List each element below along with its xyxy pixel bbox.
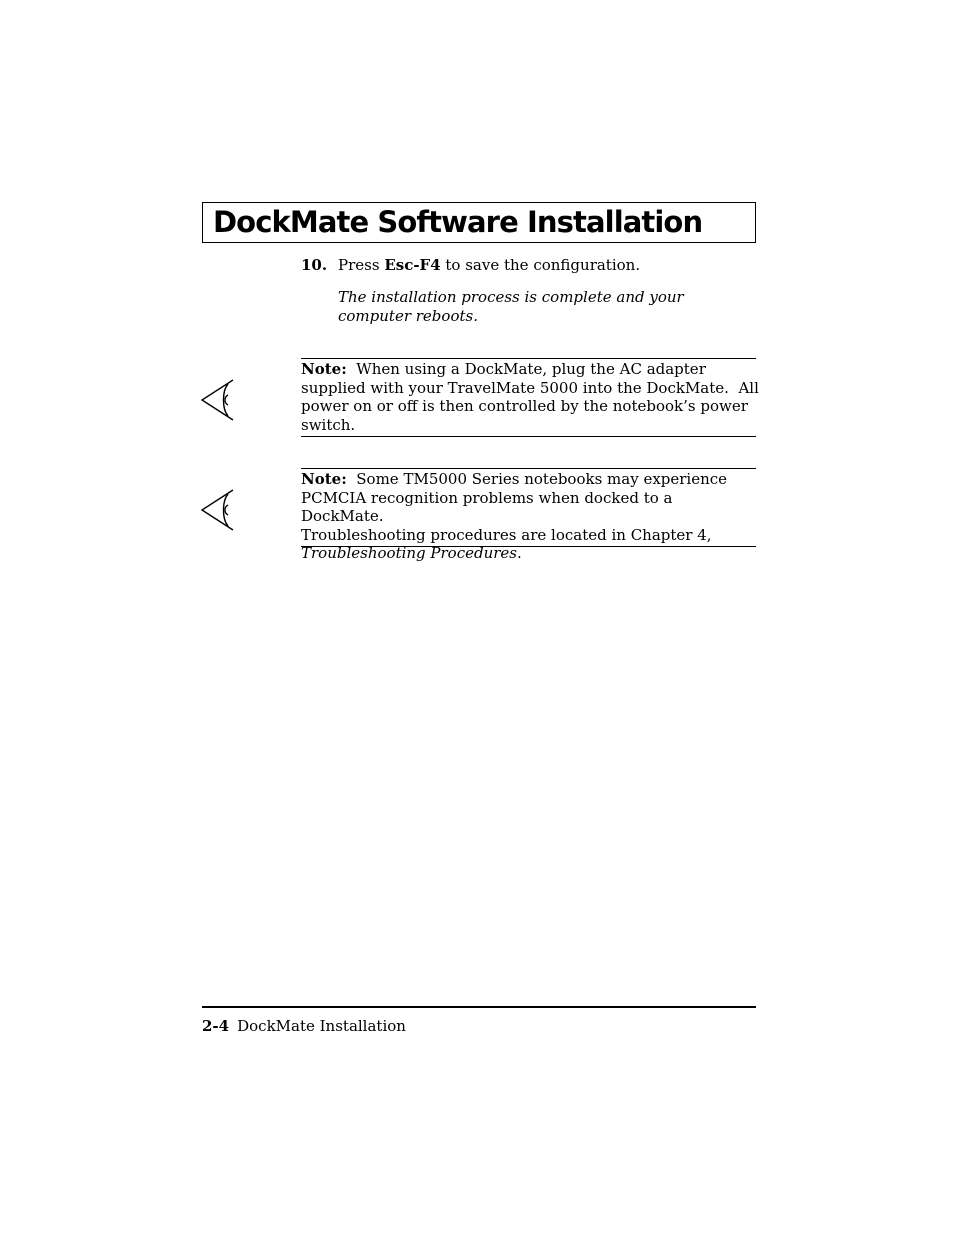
page-footer [202,1017,406,1035]
step-result: The installation process is complete and your computer reboots. [338,288,684,325]
note-label: Note: [301,470,347,488]
chapter-reference: Troubleshooting Procedures [301,544,517,562]
note-pcmcia [301,468,756,562]
page-number: 2-4 [202,1017,230,1035]
note-label: Note: [301,360,347,378]
note-line: power on or off is then controlled by the notebook’s power [301,397,748,415]
note-line: supplied with your TravelMate 5000 into the DockMate. All [301,378,759,397]
note-line [301,544,756,563]
note-line: PCMCIA recognition problems when docked to a DockMate. [301,488,673,525]
eye-icon [200,489,236,531]
note-line [301,360,756,379]
note-line [301,470,756,489]
note-text: When using a DockMate, plug the AC adapter [356,360,706,378]
footer-rule [202,1006,756,1008]
step-text-after: to save the configuration. [440,256,641,274]
note-text: Some TM5000 Series notebooks may experience [356,470,728,488]
section-title: DockMate Software Installation [213,205,703,239]
step-number: 10. [301,256,328,274]
step-text-before: Press [338,256,385,274]
note-line: Troubleshooting procedures are located in Chapter 4, [301,525,712,544]
note-dock-power [301,358,759,437]
eye-icon [200,379,236,421]
step-10 [301,256,756,275]
key-combo: Esc-F4 [384,256,441,274]
section-heading-box [202,202,756,243]
reference-suffix: . [517,544,522,562]
footer-section: DockMate Installation [237,1017,406,1035]
note-line: switch. [301,415,356,434]
